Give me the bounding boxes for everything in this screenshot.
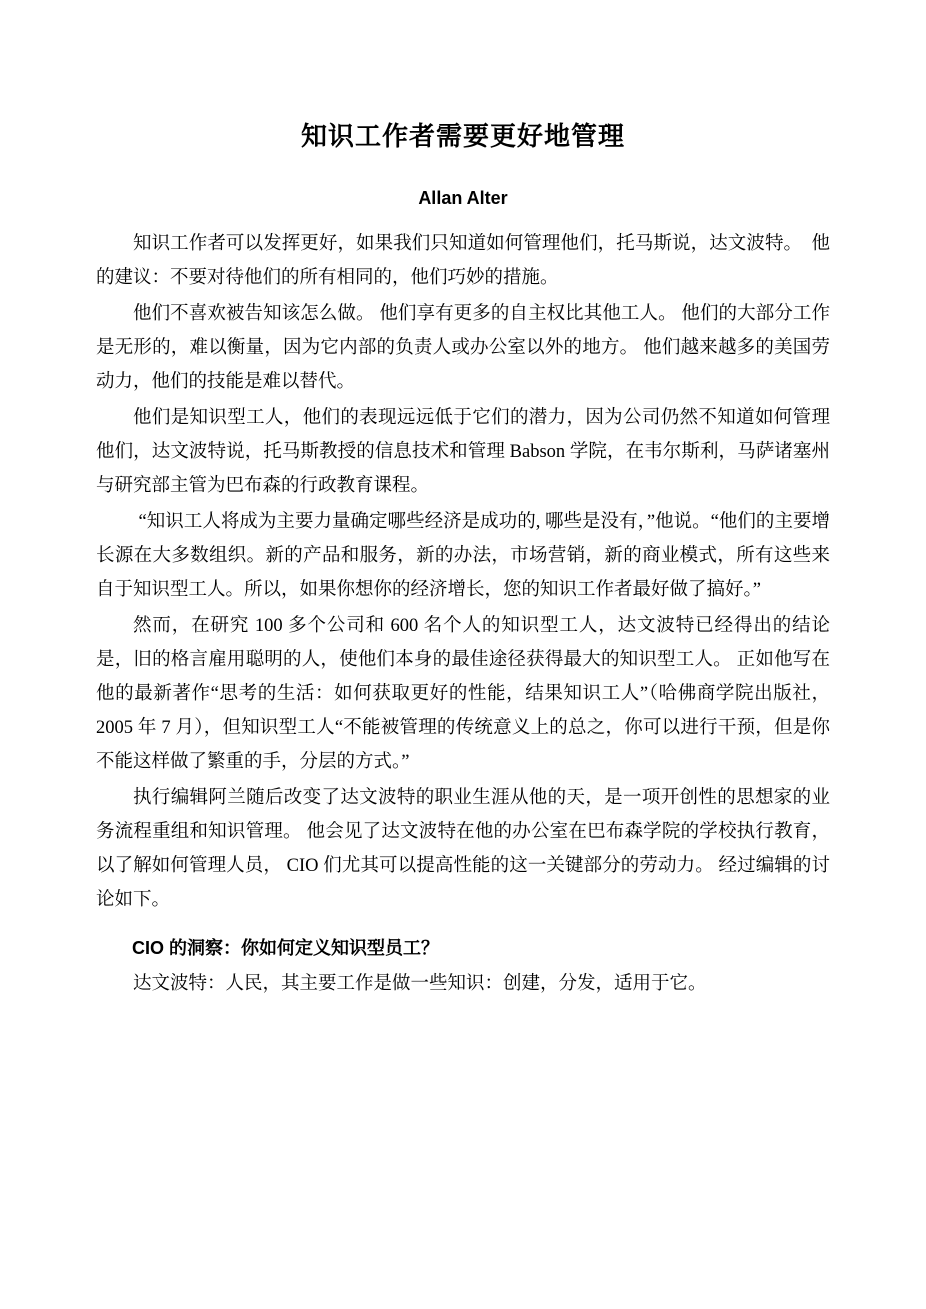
- page-title: 知识工作者需要更好地管理: [300, 121, 625, 151]
- paragraph-2: 他们不喜欢被告知该怎么做。 他们享有更多的自主权比其他工人。 他们的大部分工作是无形的，难以衡量，因为它内部的负责人或办公室以外的地方。 他们越来越多的美国劳动力，他们的技能是难以替代。: [96, 303, 830, 392]
- paragraph-3: 他们是知识型工人，他们的表现远远低于它们的潜力，因为公司仍然不知道如何管理他们，达文波特说，托马斯教授的信息技术和管理 Babson 学院，在韦尔斯利，马萨诸塞州与研究部主管为巴布森的行政教育课程。: [96, 407, 830, 496]
- paragraph-6: 执行编辑阿兰随后改变了达文波特的职业生涯从他的天，是一项开创性的思想家的业务流程重组和知识管理。 他会见了达文波特在他的办公室在巴布森学院的学校执行教育，以了解如何管理人员， CIO 们尤其可以提高性能的这一关键部分的劳动力。 经过编辑的讨论如下。: [96, 787, 830, 910]
- paragraph-5: 然而，在研究 100 多个公司和 600 名个人的知识型工人，达文波特已经得出的结论是，旧的格言雇用聪明的人，使他们本身的最佳途径获得最大的知识型工人。 正如他写在他的最新著作“思考的生活：如何获取更好的性能，结果知识工人”（哈佛商学院出版社， 2005 年 7 月），但知识型工人“不能被管理的传统意义上的总之，你可以进行干预，但是你不能这样做了繁重的手，分层的方式。”: [96, 615, 830, 772]
- paragraph-closing: 达文波特：人民，其主要工作是做一些知识：创建，分发，适用于它。: [133, 973, 707, 994]
- section-heading-cio-insight: CIO 的洞察：你如何定义知识型员工？: [132, 937, 440, 958]
- paragraph-4: “知识工人将成为主要力量确定哪些经济是成功的, 哪些是没有，”他说。“他们的主要增长源在大多数组织。新的产品和服务，新的办法，市场营销，新的商业模式，所有这些来自于知识型工人。所以，如果你想你的经济增长，您的知识工作者最好做了搞好。”: [96, 511, 830, 600]
- paragraph-1: 知识工作者可以发挥更好，如果我们只知道如何管理他们，托马斯说，达文波特。 他的建议：不要对待他们的所有相同的，他们巧妙的措施。: [96, 233, 830, 288]
- author-name: Allan Alter: [418, 187, 508, 208]
